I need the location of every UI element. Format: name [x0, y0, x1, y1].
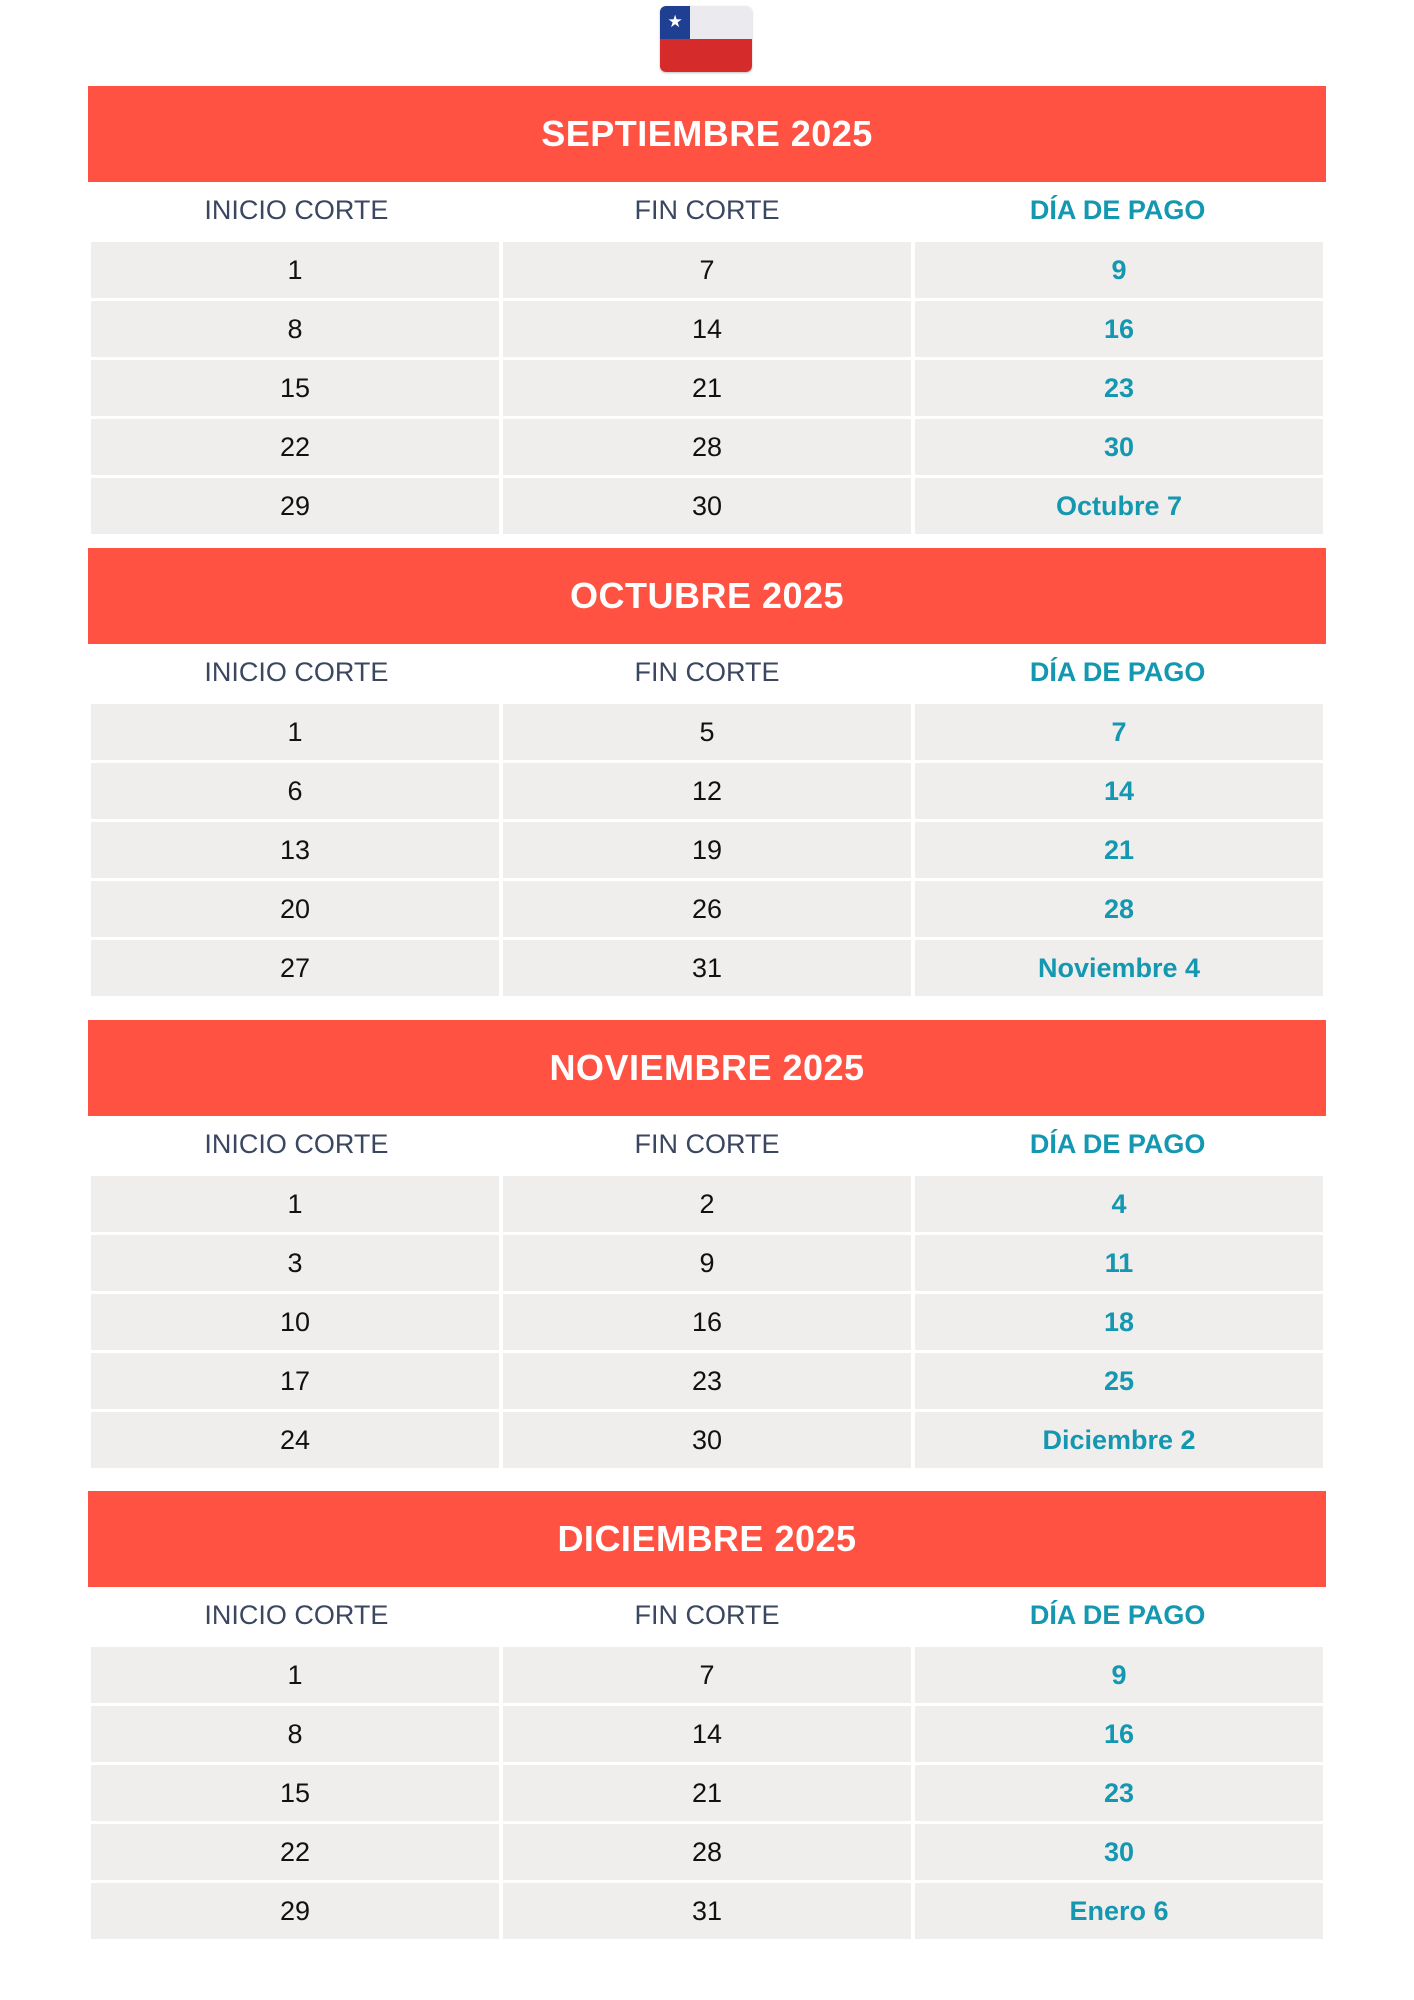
end-cell: 21 — [503, 360, 911, 416]
start-cell: 1 — [91, 1647, 499, 1703]
start-cell: 1 — [91, 242, 499, 298]
column-header-pay: DÍA DE PAGO — [1029, 194, 1206, 225]
start-cell: 29 — [91, 1883, 499, 1939]
pay-cell: 16 — [915, 301, 1323, 357]
table-row — [91, 478, 1323, 534]
pay-cell: Enero 6 — [915, 1883, 1323, 1939]
table-row — [91, 704, 1323, 760]
table-row — [91, 360, 1323, 416]
month-title: DICIEMBRE 2025 — [88, 1491, 1326, 1587]
pay-cell: Noviembre 4 — [915, 940, 1323, 996]
pay-cell: 28 — [915, 881, 1323, 937]
start-cell: 20 — [91, 881, 499, 937]
end-cell: 31 — [503, 1883, 911, 1939]
start-cell: 27 — [91, 940, 499, 996]
table-row — [91, 1647, 1323, 1703]
table-row — [91, 881, 1323, 937]
end-cell: 30 — [503, 1412, 911, 1468]
column-header-start: INICIO CORTE — [204, 1599, 389, 1630]
month-section-octubre — [88, 548, 1326, 999]
month-section-noviembre — [88, 1020, 1326, 1471]
chile-flag-icon — [660, 6, 752, 72]
column-header-pay: DÍA DE PAGO — [1029, 656, 1206, 687]
month-title: NOVIEMBRE 2025 — [88, 1020, 1326, 1116]
column-header-end: FIN CORTE — [634, 1128, 780, 1159]
pay-cell: 30 — [915, 419, 1323, 475]
column-header-start: INICIO CORTE — [204, 194, 389, 225]
pay-cell: 4 — [915, 1176, 1323, 1232]
start-cell: 8 — [91, 301, 499, 357]
star-icon: ★ — [667, 12, 683, 32]
end-cell: 2 — [503, 1176, 911, 1232]
end-cell: 26 — [503, 881, 911, 937]
start-cell: 15 — [91, 360, 499, 416]
table-row — [91, 1294, 1323, 1350]
end-cell: 28 — [503, 1824, 911, 1880]
table-body — [88, 1643, 1326, 1939]
pay-cell: Diciembre 2 — [915, 1412, 1323, 1468]
start-cell: 29 — [91, 478, 499, 534]
pay-cell: 11 — [915, 1235, 1323, 1291]
table-body — [88, 700, 1326, 996]
end-cell: 7 — [503, 1647, 911, 1703]
end-cell: 30 — [503, 478, 911, 534]
pay-cell: 18 — [915, 1294, 1323, 1350]
end-cell: 9 — [503, 1235, 911, 1291]
end-cell: 21 — [503, 1765, 911, 1821]
start-cell: 10 — [91, 1294, 499, 1350]
table-row — [91, 1353, 1323, 1409]
end-cell: 14 — [503, 1706, 911, 1762]
start-cell: 15 — [91, 1765, 499, 1821]
end-cell: 23 — [503, 1353, 911, 1409]
start-cell: 24 — [91, 1412, 499, 1468]
end-cell: 7 — [503, 242, 911, 298]
start-cell: 6 — [91, 763, 499, 819]
pay-cell: 23 — [915, 360, 1323, 416]
table-row — [91, 1706, 1323, 1762]
column-header-end: FIN CORTE — [634, 1599, 780, 1630]
end-cell: 12 — [503, 763, 911, 819]
end-cell: 19 — [503, 822, 911, 878]
pay-cell: 25 — [915, 1353, 1323, 1409]
flag-red-band — [660, 39, 752, 72]
end-cell: 5 — [503, 704, 911, 760]
column-headers — [88, 644, 1326, 700]
end-cell: 31 — [503, 940, 911, 996]
pay-cell: 23 — [915, 1765, 1323, 1821]
column-header-start: INICIO CORTE — [204, 1128, 389, 1159]
pay-cell: 16 — [915, 1706, 1323, 1762]
end-cell: 14 — [503, 301, 911, 357]
table-row — [91, 419, 1323, 475]
table-body — [88, 1172, 1326, 1468]
start-cell: 8 — [91, 1706, 499, 1762]
month-section-septiembre — [88, 86, 1326, 537]
column-header-pay: DÍA DE PAGO — [1029, 1599, 1206, 1630]
month-title: OCTUBRE 2025 — [88, 548, 1326, 644]
column-headers — [88, 1587, 1326, 1643]
start-cell: 3 — [91, 1235, 499, 1291]
start-cell: 1 — [91, 704, 499, 760]
table-row — [91, 940, 1323, 996]
table-row — [91, 1883, 1323, 1939]
table-row — [91, 1235, 1323, 1291]
pay-cell: 30 — [915, 1824, 1323, 1880]
table-row — [91, 1412, 1323, 1468]
column-header-end: FIN CORTE — [634, 194, 780, 225]
table-row — [91, 1824, 1323, 1880]
pay-cell: 7 — [915, 704, 1323, 760]
table-row — [91, 301, 1323, 357]
pay-cell: 14 — [915, 763, 1323, 819]
table-row — [91, 1765, 1323, 1821]
table-body — [88, 238, 1326, 534]
table-row — [91, 1176, 1323, 1232]
start-cell: 1 — [91, 1176, 499, 1232]
table-row — [91, 242, 1323, 298]
start-cell: 13 — [91, 822, 499, 878]
start-cell: 17 — [91, 1353, 499, 1409]
end-cell: 16 — [503, 1294, 911, 1350]
table-row — [91, 763, 1323, 819]
start-cell: 22 — [91, 1824, 499, 1880]
month-section-diciembre — [88, 1491, 1326, 1942]
column-header-pay: DÍA DE PAGO — [1029, 1128, 1206, 1159]
pay-cell: 9 — [915, 1647, 1323, 1703]
column-headers — [88, 1116, 1326, 1172]
start-cell: 22 — [91, 419, 499, 475]
column-header-end: FIN CORTE — [634, 656, 780, 687]
pay-cell: 9 — [915, 242, 1323, 298]
end-cell: 28 — [503, 419, 911, 475]
month-title: SEPTIEMBRE 2025 — [88, 86, 1326, 182]
pay-cell: Octubre 7 — [915, 478, 1323, 534]
column-headers — [88, 182, 1326, 238]
pay-cell: 21 — [915, 822, 1323, 878]
table-row — [91, 822, 1323, 878]
column-header-start: INICIO CORTE — [204, 656, 389, 687]
